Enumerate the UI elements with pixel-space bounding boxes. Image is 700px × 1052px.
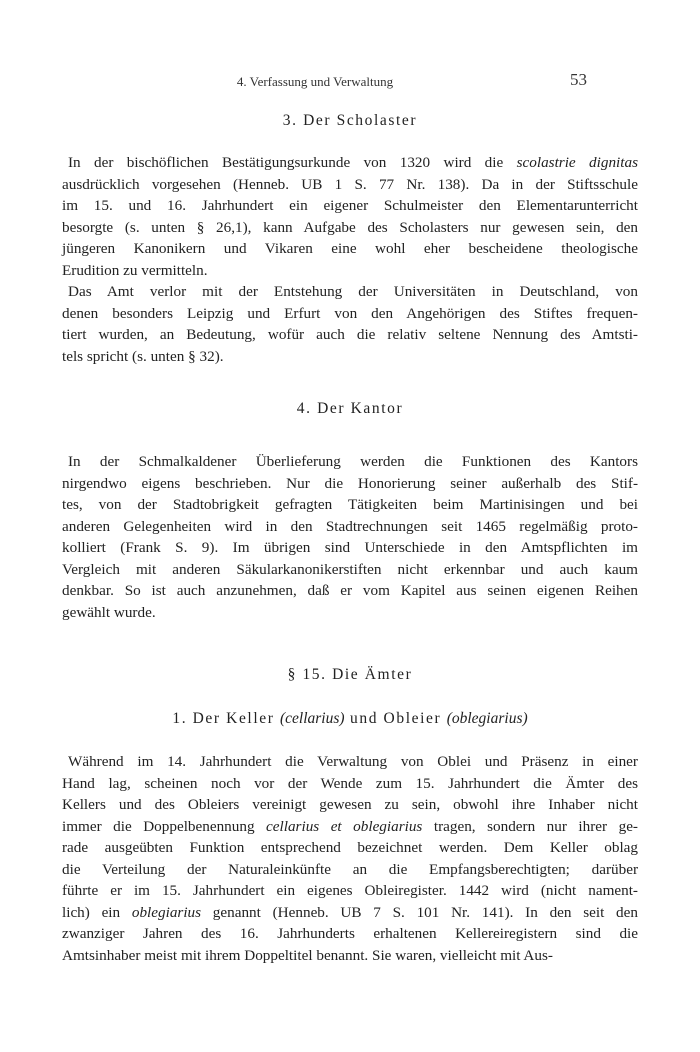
subheading-part-4: (oblegiarius) xyxy=(446,710,528,727)
text-segment: Amtsinhaber meist mit ihrem Doppeltitel benannt. Sie waren, vielleicht mit Aus- xyxy=(62,946,553,964)
text-segment: anderen Gelegenheiten wird in den Stadtrechnungen seit 1465 regelmäßig proto- xyxy=(62,517,638,535)
text-line xyxy=(62,837,638,859)
text-line xyxy=(62,260,638,282)
italic-term: cellarius et oblegiarius xyxy=(266,817,423,835)
text-line xyxy=(62,559,638,581)
text-line xyxy=(62,859,638,881)
text-line xyxy=(62,324,638,346)
text-line xyxy=(62,537,638,559)
text-segment: zwanziger Jahren des 16. Jahrhunderts erhaltenen Kellereiregistern sind die xyxy=(62,925,638,942)
text-line xyxy=(62,238,638,260)
text-line xyxy=(62,346,638,368)
text-line xyxy=(62,174,638,196)
text-line xyxy=(62,816,638,838)
paragraph-kantor-1 xyxy=(62,451,638,623)
text-segment: Während im 14. Jahrhundert die Verwaltung von Oblei und Präsenz in einer xyxy=(68,753,638,770)
text-segment: In der bischöflichen Bestätigungsurkunde von 1320 wird die xyxy=(68,154,517,171)
text-line xyxy=(62,923,638,945)
text-segment: tiert wurden, an Bedeutung, wofür auch die relativ seltene Nennung des Amtsti- xyxy=(62,326,638,343)
running-head: 4. Verfassung und Verwaltung xyxy=(236,74,394,89)
text-line xyxy=(62,451,638,473)
heading-aemter: § 15. Die Ämter xyxy=(287,666,413,683)
page-number: 53 xyxy=(570,70,587,89)
text-segment: Das Amt verlor mit der Entstehung der Universitäten in Deutschland, von xyxy=(68,283,638,300)
text-segment: Vergleich mit anderen Säkularkanonikerstiften nicht erkennbar und auch kaum xyxy=(62,560,638,578)
text-segment: rade ausgeübten Funktion entsprechend bezeichnet werden. Dem Keller oblag xyxy=(62,839,638,856)
italic-term: oblegiarius xyxy=(131,903,202,921)
paragraph-scholaster-2 xyxy=(62,281,638,367)
text-line xyxy=(62,217,638,239)
text-segment: nirgendwo eigens beschrieben. Nur die Honorierung seiner außerhalb des Stif- xyxy=(62,474,638,492)
text-segment: gewählt wurde. xyxy=(62,603,156,621)
text-line xyxy=(62,152,638,174)
paragraph-scholaster-1 xyxy=(62,152,638,281)
subheading-keller-obleier xyxy=(62,710,638,728)
text-segment: führte er im 15. Jahrhundert ein eigenes Obleiregister. 1442 wird (nicht nament- xyxy=(62,882,638,899)
italic-term: scolastrie dignitas xyxy=(516,154,638,171)
subheading-part-3: und Obleier xyxy=(344,710,447,727)
text-line xyxy=(62,580,638,602)
text-segment: tes, von der Stadtobrigkeit gefragten Tätigkeiten beim Martinisingen und bei xyxy=(62,496,638,513)
text-line xyxy=(62,751,638,773)
text-segment: lich) ein xyxy=(62,903,132,921)
text-segment: In der Schmalkaldener Überlieferung werden die Funktionen des Kantors xyxy=(68,453,638,470)
text-segment: genannt (Henneb. UB 7 S. 101 Nr. 141). In den seit den xyxy=(201,903,638,921)
subheading-part-1: 1. Der Keller xyxy=(172,710,280,727)
text-segment: denkbar. So ist auch anzunehmen, daß er vom Kapitel aus seinen eigenen Reihen xyxy=(62,582,638,599)
text-segment: die Verteilung der Naturaleinkünfte an die Empfangsberechtigten; darüber xyxy=(62,860,638,878)
heading-kantor: 4. Der Kantor xyxy=(296,400,404,417)
text-segment: ausdrücklich vorgesehen (Henneb. UB 1 S. 77 Nr. 138). Da in der Stiftsschule xyxy=(62,175,638,193)
text-line xyxy=(62,773,638,795)
text-segment: denen besonders Leipzig und Erfurt von den Angehörigen des Stiftes frequen- xyxy=(62,304,638,322)
subheading-part-2: (cellarius) xyxy=(279,710,345,727)
text-segment: tragen, sondern nur ihrer ge- xyxy=(422,817,638,835)
text-line xyxy=(62,902,638,924)
text-segment: Kellers und des Obleiers vereinigt gewesen zu sein, obwohl ihre Inhaber nicht xyxy=(62,796,638,813)
text-line xyxy=(62,880,638,902)
text-segment: Hand lag, scheinen noch vor der Wende zum 15. Jahrhundert die Ämter des xyxy=(62,774,638,792)
text-line xyxy=(62,602,638,624)
text-segment: Erudition zu vermitteln. xyxy=(62,261,208,279)
paragraph-aemter-1 xyxy=(62,751,638,966)
text-segment: jüngeren Kanonikern und Vikaren eine wohl eher bescheidene theologische xyxy=(62,240,638,257)
text-segment: besorgte (s. unten § 26,1), kann Aufgabe des Scholasters nur gewesen sein, den xyxy=(62,218,638,236)
text-segment: kolliert (Frank S. 9). Im übrigen sind Unterschiede in den Amtspflichten im xyxy=(62,539,638,556)
heading-scholaster: 3. Der Scholaster xyxy=(282,112,418,129)
text-line xyxy=(62,945,638,967)
text-segment: im 15. und 16. Jahrhundert ein eigener Schulmeister den Elementarunterricht xyxy=(62,197,638,214)
text-line xyxy=(62,794,638,816)
text-line xyxy=(62,494,638,516)
text-line xyxy=(62,303,638,325)
text-line xyxy=(62,516,638,538)
text-segment: tels spricht (s. unten § 32). xyxy=(62,347,224,365)
text-segment: immer die Doppelbenennung xyxy=(62,817,267,835)
text-line xyxy=(62,473,638,495)
text-line xyxy=(62,195,638,217)
text-line xyxy=(62,281,638,303)
